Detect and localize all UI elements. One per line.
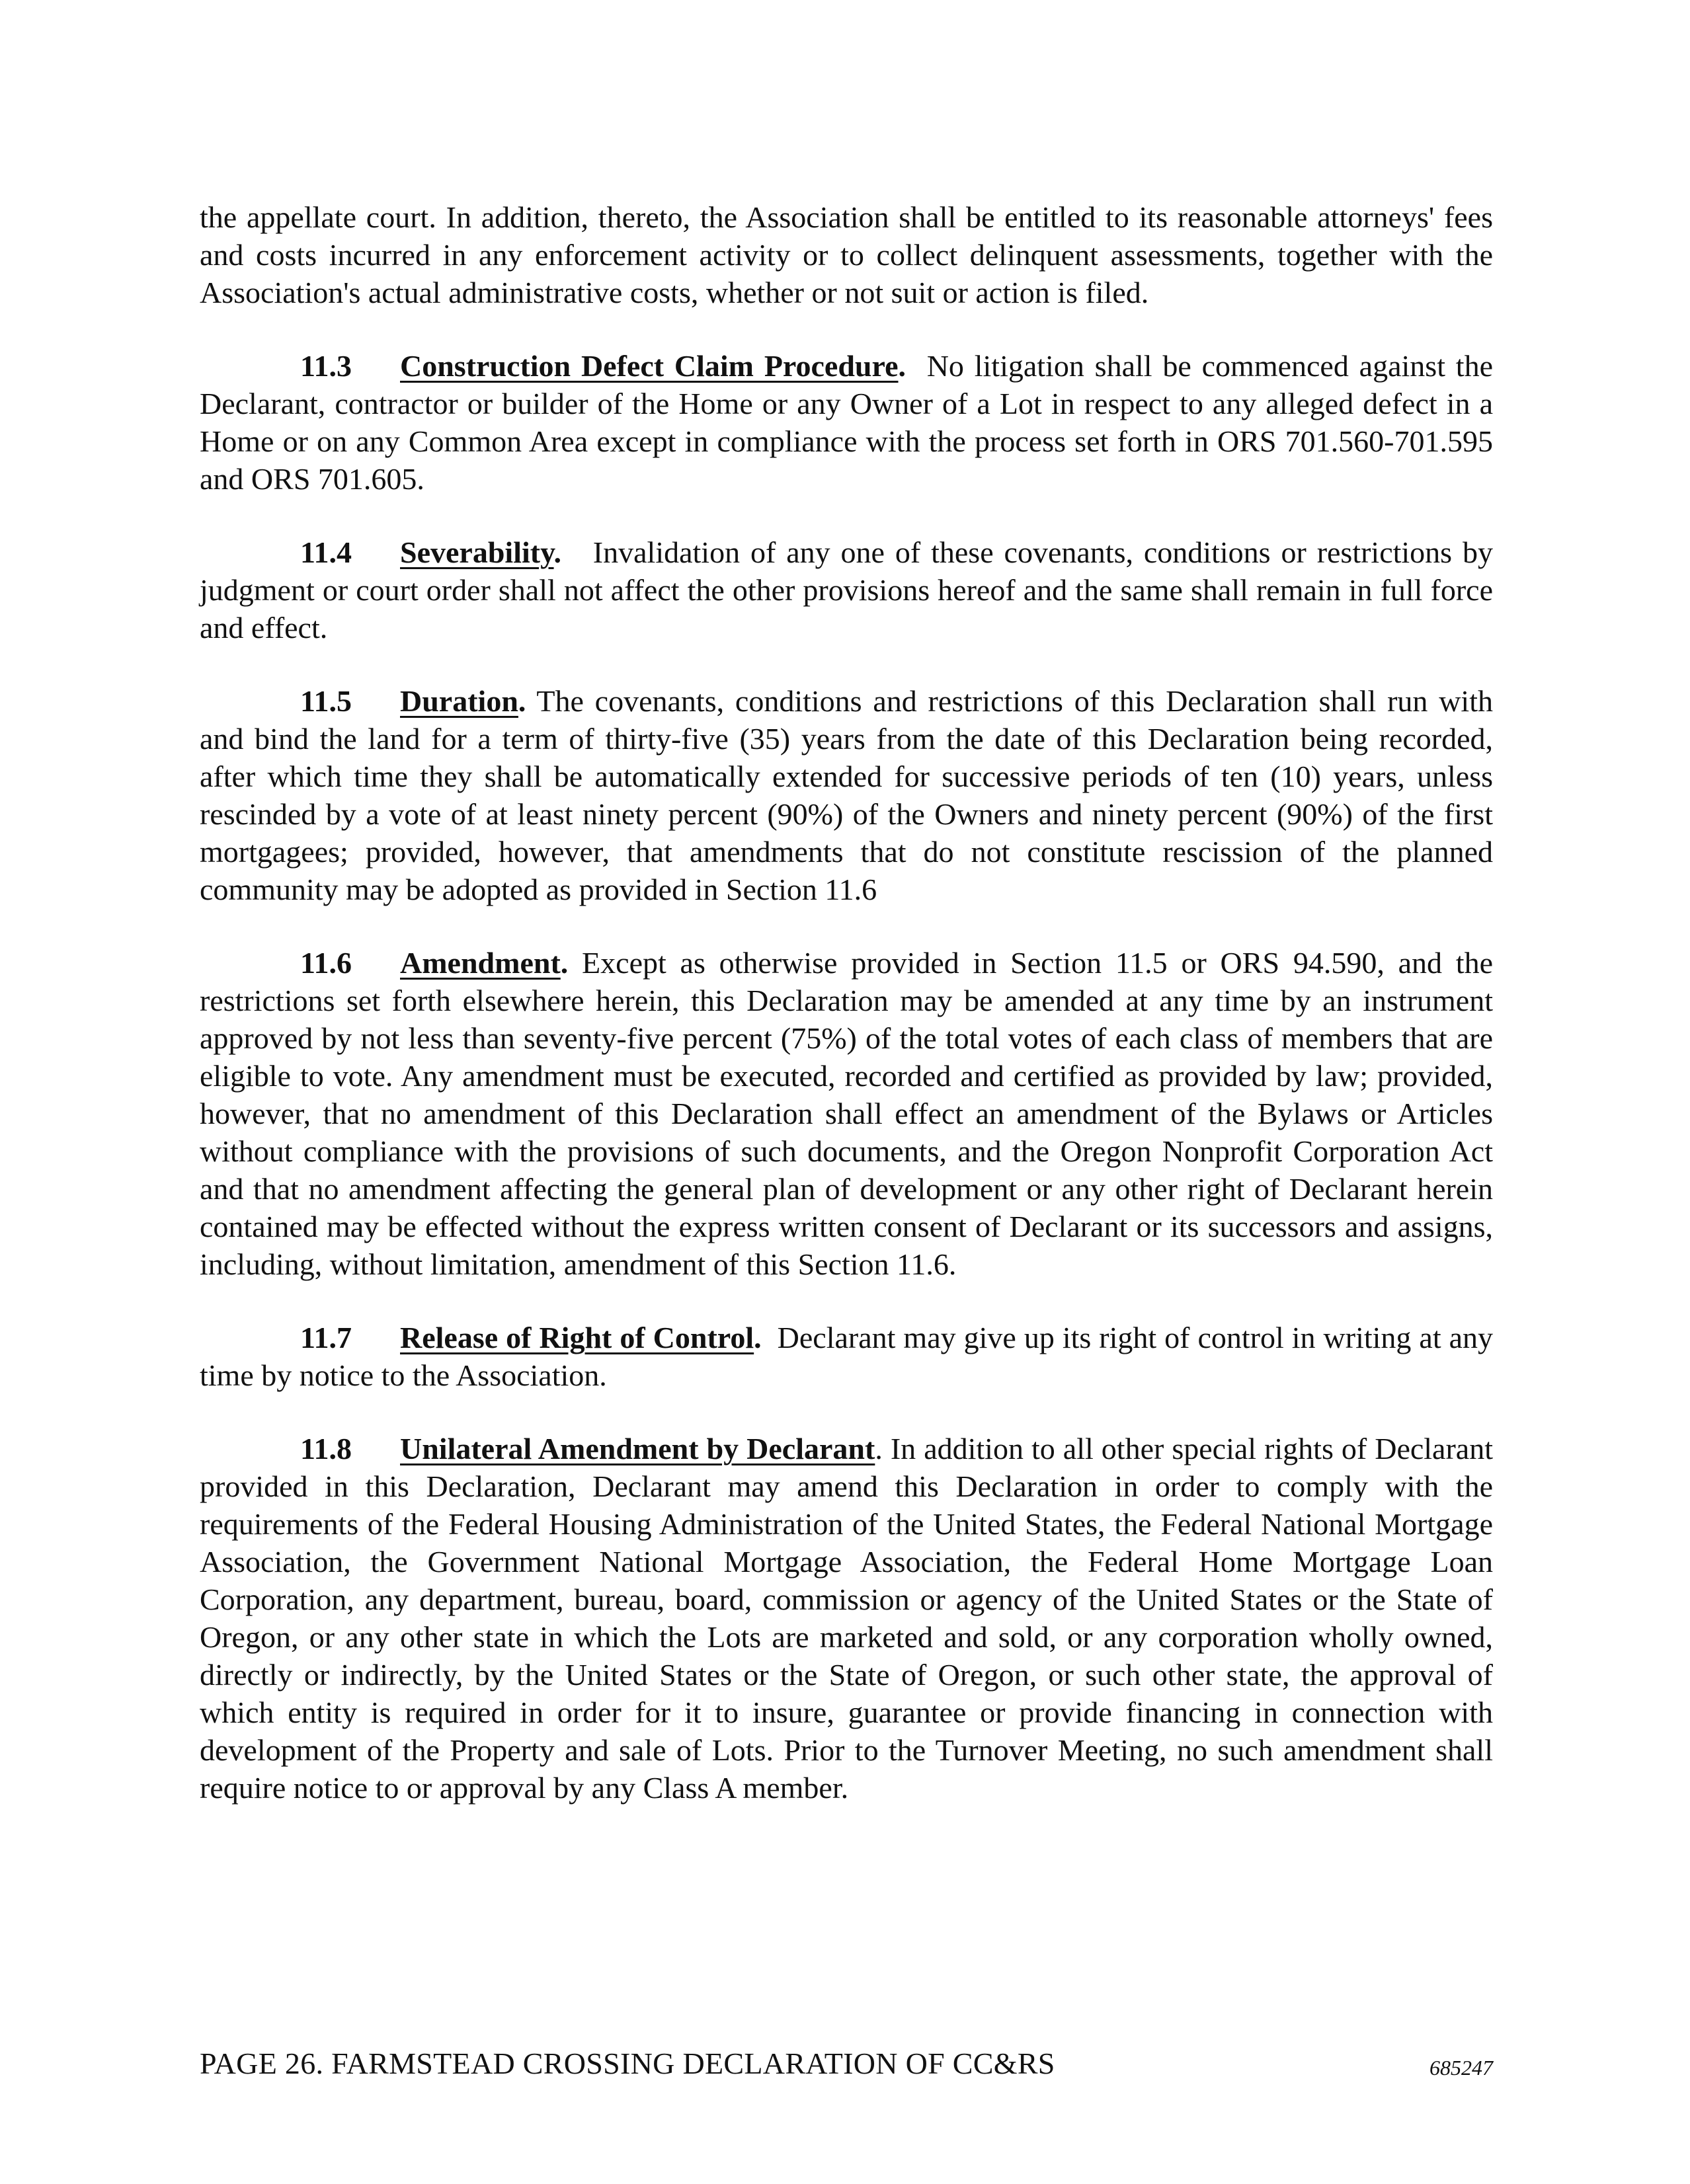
section-number: 11.8 — [300, 1432, 352, 1465]
section-11-6: 11.6 Amendment. Except as otherwise provided in Section 11.5 or ORS 94.590, and the restrictions set forth elsewhere herein, this Declaration may be amended at any time by an instrument approved by not less than seventy-five percent (75%) of the total votes of each class of members that are eligible to vote. Any amendment must be executed, recorded and certified as provided by law; provided, however, that no amendment of this Declaration shall effect an amendment of the Bylaws or Articles without compliance with the provisions of such documents, and the Oregon Nonprofit Corporation Act and that no amendment affecting the general plan of development or any other right of Declarant herein contained may be effected without the express written consent of Declarant or its successors and assigns, including, without limitation, amendment of this Section 11.6. — [200, 944, 1493, 1283]
section-body: In addition to all other special rights of Declarant provided in this Declaration, Declarant may amend this Declaration in order to comply with the requirements of the Federal Housing Administration of the United States, the Federal National Mortgage Association, the Government National Mortgage Association, the Federal Home Mortgage Loan Corporation, any department, bureau, board, commission or agency of the United States or the State of Oregon, or any other state in which the Lots are marketed and sold, or any corporation wholly owned, directly or indirectly, by the United States or the State of Oregon, or such other state, the approval of which entity is required in order for it to insure, guarantee or provide financing in connection with development of the Property and sale of Lots. Prior to the Turnover Meeting, no such amendment shall require notice to or approval by any Class A member. — [200, 1432, 1493, 1805]
section-title: Unilateral Amendment by Declarant — [400, 1432, 875, 1465]
footer-document-number: 685247 — [1429, 2056, 1493, 2080]
section-number: 11.4 — [300, 535, 352, 569]
section-number: 11.5 — [300, 684, 352, 718]
section-body: The covenants, conditions and restrictions of this Declaration shall run with and bind the land for a term of thirty-five (35) years from the date of this Declaration being recorded, after which time they shall be automatically extended for successive periods of ten (10) years, unless rescinded by a vote of at least ninety percent (90%) of the Owners and ninety percent (90%) of the first mortgagees; provided, however, that amendments that do not constitute rescission of the planned community may be adopted as provided in Section 11.6 — [200, 684, 1493, 906]
section-title: Release of Right of Control — [400, 1321, 754, 1354]
section-body: Declarant may give up its right of control in writing at any time by notice to the Association. — [200, 1321, 1494, 1392]
section-title: Amendment — [400, 946, 561, 980]
section-number: 11.6 — [300, 946, 352, 980]
section-title: Duration — [400, 684, 518, 718]
section-11-5: 11.5 Duration. The covenants, conditions and restrictions of this Declaration shall run with and bind the land for a term of thirty-five (35) years from the date of this Declaration being recorded, after which time they shall be automatically extended for successive periods of ten (10) years, unless rescinded by a vote of at least ninety percent (90%) of the Owners and ninety percent (90%) of the first mortgagees; provided, however, that amendments that do not constitute rescission of the planned community may be adopted as provided in Section 11.6 — [200, 682, 1493, 908]
section-title: Severability — [400, 535, 554, 569]
section-body: Invalidation of any one of these covenants, conditions or restrictions by judgment or court order shall not affect the other provisions hereof and the same shall remain in full force and effect. — [200, 535, 1493, 644]
section-body: No litigation shall be commenced against the Declarant, contractor or builder of the Home or any Owner of a Lot in respect to any alleged defect in a Home or on any Common Area except in compliance with the process set forth in ORS 701.560-701.595 and ORS 701.605. — [200, 349, 1494, 496]
section-title: Construction Defect Claim Procedure — [400, 349, 899, 383]
section-number: 11.7 — [300, 1321, 352, 1354]
section-body: Except as otherwise provided in Section 11.5 or ORS 94.590, and the restrictions set forth elsewhere herein, this Declaration may be amended at any time by an instrument approved by not less than seventy-five percent (75%) of the total votes of each class of members that are eligible to vote. Any amendment must be executed, recorded and certified as provided by law; provided, however, that no amendment of this Declaration shall effect an amendment of the Bylaws or Articles without compliance with the provisions of such documents, and the Oregon Nonprofit Corporation Act and that no amendment affecting the general plan of development or any other right of Declarant herein contained may be effected without the express written consent of Declarant or its successors and assigns, including, without limitation, amendment of this Section 11.6. — [200, 946, 1493, 1281]
footer-page-label: PAGE 26. FARMSTEAD CROSSING DECLARATION OF CC&RS — [200, 2047, 1055, 2080]
page-footer — [200, 2044, 1493, 2084]
section-number: 11.3 — [300, 349, 352, 383]
section-11-3: 11.3 Construction Defect Claim Procedure. No litigation shall be commenced against the Declarant, contractor or builder of the Home or any Owner of a Lot in respect to any alleged defect in a Home or on any Common Area except in compliance with the process set forth in ORS 701.560-701.595 and ORS 701.605. — [200, 347, 1493, 498]
document-body — [200, 198, 1493, 1807]
intro-paragraph: the appellate court. In addition, thereto, the Association shall be entitled to its reasonable attorneys' fees and costs incurred in any enforcement activity or to collect delinquent assessments, together with the Association's actual administrative costs, whether or not suit or action is filed. — [200, 200, 1493, 309]
section-11-8: 11.8 Unilateral Amendment by Declarant. In addition to all other special rights of Declarant provided in this Declaration, Declarant may amend this Declaration in order to comply with the requirements of the Federal Housing Administration of the United States, the Federal National Mortgage Association, the Government National Mortgage Association, the Federal Home Mortgage Loan Corporation, any department, bureau, board, commission or agency of the United States or the State of Oregon, or any other state in which the Lots are marketed and sold, or any corporation wholly owned, directly or indirectly, by the United States or the State of Oregon, or such other state, the approval of which entity is required in order for it to insure, guarantee or provide financing in connection with development of the Property and sale of Lots. Prior to the Turnover Meeting, no such amendment shall require notice to or approval by any Class A member. — [200, 1430, 1493, 1807]
section-11-4: 11.4 Severability. Invalidation of any one of these covenants, conditions or restrictions by judgment or court order shall not affect the other provisions hereof and the same shall remain in full force and effect. — [200, 533, 1493, 646]
section-11-7: 11.7 Release of Right of Control. Declarant may give up its right of control in writing at any time by notice to the Association. — [200, 1319, 1493, 1394]
